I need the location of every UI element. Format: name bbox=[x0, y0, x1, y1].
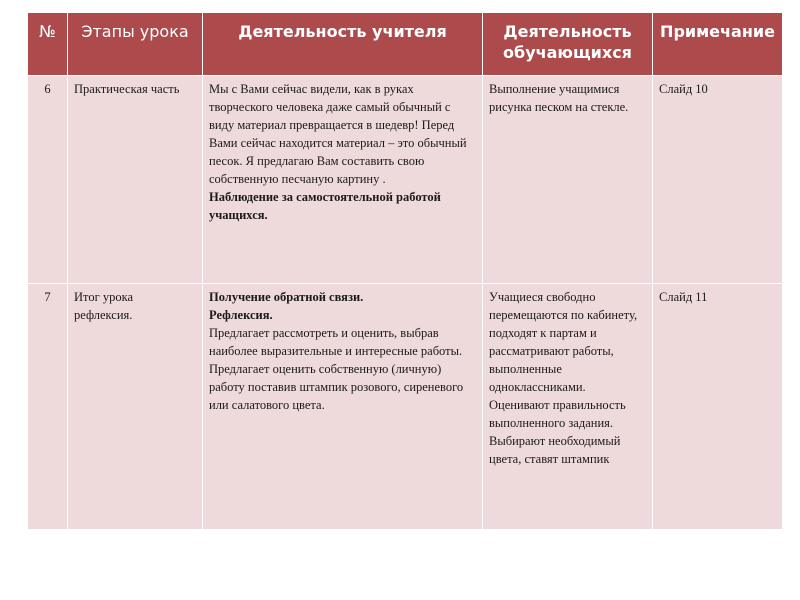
teacher-text: Предлагает рассмотреть и оценить, выбрав наиболее выразительные и интересные работы. Предлагает оценить собственную (личную) работу поставив штампик розового, сиреневого или салатового цвета. bbox=[209, 326, 464, 412]
header-lesson-stages: Этапы урока bbox=[68, 13, 203, 76]
row-teacher-activity bbox=[203, 76, 483, 284]
row-stage: Итог урока рефлексия. bbox=[68, 284, 203, 530]
teacher-bold-text: Получение обратной связи. Рефлексия. bbox=[209, 290, 364, 322]
table-row bbox=[28, 284, 783, 530]
row-stage: Практическая часть bbox=[68, 76, 203, 284]
lesson-plan-table bbox=[27, 12, 783, 530]
row-number: 7 bbox=[28, 284, 68, 530]
teacher-bold-text: Наблюдение за самостоятельной работой учащихся. bbox=[209, 190, 441, 222]
header-number: № bbox=[28, 13, 68, 76]
header-teacher-activity: Деятельность учителя bbox=[203, 13, 483, 76]
row-note: Слайд 10 bbox=[653, 76, 783, 284]
row-note: Слайд 11 bbox=[653, 284, 783, 530]
row-teacher-activity bbox=[203, 284, 483, 530]
table-header-row bbox=[28, 13, 783, 76]
row-number: 6 bbox=[28, 76, 68, 284]
row-student-activity: Учащиеся свободно перемещаются по кабинету, подходят к партам и рассматривают работы, выполненные одноклассниками. Оценивают правильность выполненного задания. Выбирают необходимый цвета, ставят штампик bbox=[483, 284, 653, 530]
teacher-text: Мы с Вами сейчас видели, как в руках творческого человека даже самый обычный с виду материал превращается в шедевр! Перед Вами сейчас находится материал – это обычный песок. Я предлагаю Вам составить свою собственную песчаную картину . bbox=[209, 82, 467, 186]
row-student-activity: Выполнение учащимися рисунка песком на стекле. bbox=[483, 76, 653, 284]
table-row bbox=[28, 76, 783, 284]
header-note: Примечание bbox=[653, 13, 783, 76]
header-student-activity: Деятельность обучающихся bbox=[483, 13, 653, 76]
